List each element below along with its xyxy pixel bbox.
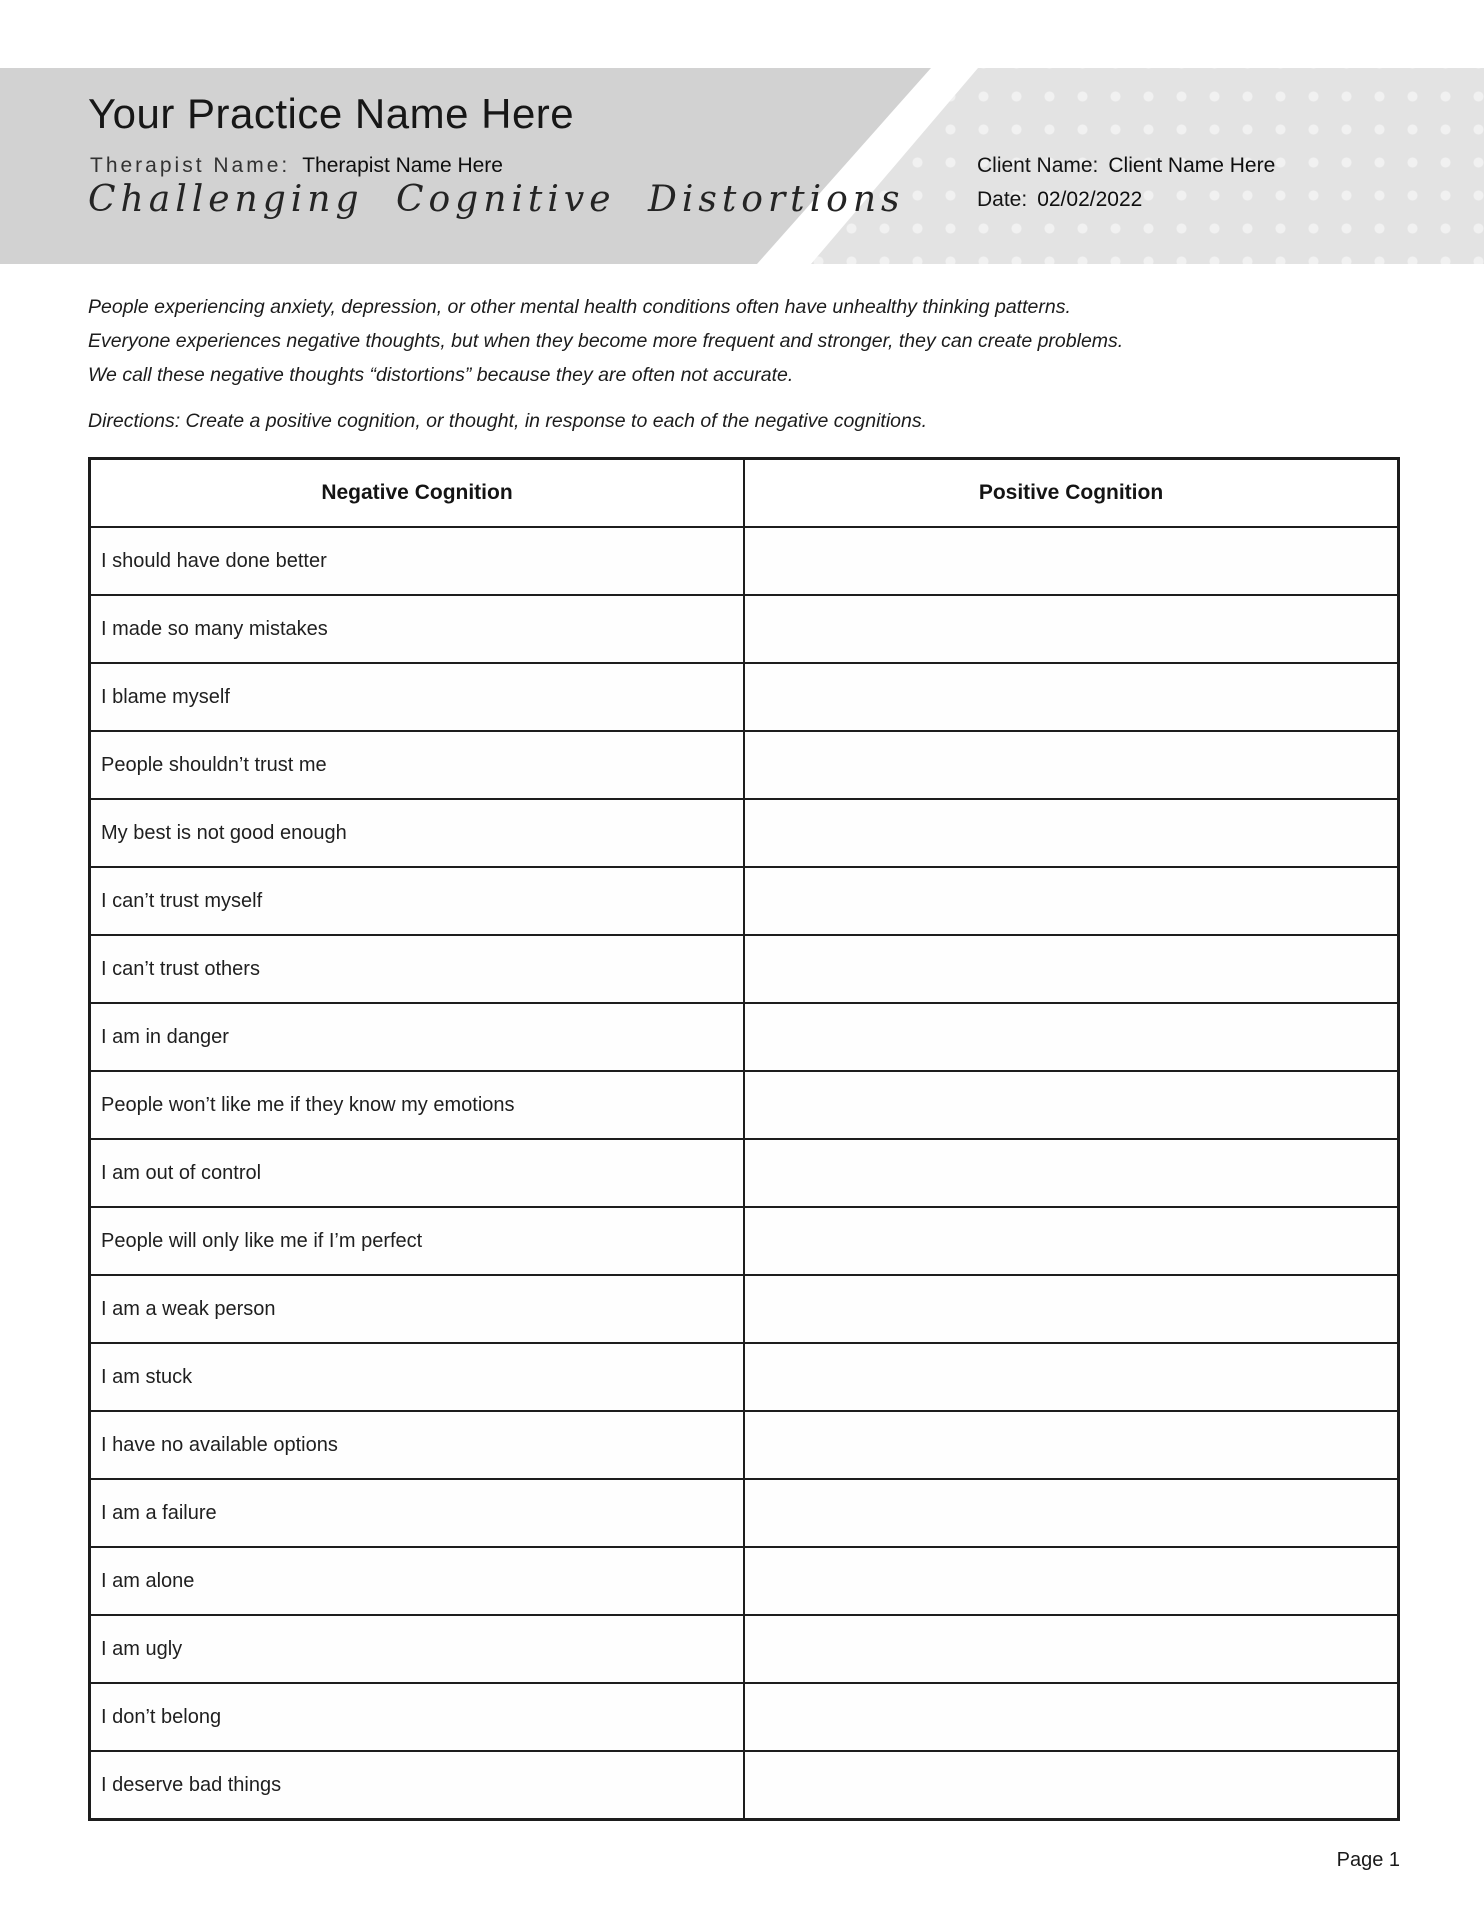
intro-paragraph [88,290,1248,392]
negative-cognition-cell: I am alone [90,1547,745,1615]
positive-cognition-cell[interactable] [744,595,1399,663]
table-header-row [90,459,1399,528]
intro-line: People experiencing anxiety, depression, or other mental health conditions often have unhealthy thinking patterns. [88,296,1071,318]
negative-cognition-cell: I blame myself [90,663,745,731]
negative-cognition-cell: I am ugly [90,1615,745,1683]
table-row [90,1547,1399,1615]
negative-cognition-cell: I am stuck [90,1343,745,1411]
negative-cognition-cell: I am a weak person [90,1275,745,1343]
table-row [90,1003,1399,1071]
table-row [90,1411,1399,1479]
table-row [90,731,1399,799]
positive-cognition-cell[interactable] [744,935,1399,1003]
worksheet-title: Challenging Cognitive Distortions [88,179,905,220]
table-row [90,799,1399,867]
negative-cognition-cell: I have no available options [90,1411,745,1479]
table-row [90,1207,1399,1275]
negative-cognition-cell: I don’t belong [90,1683,745,1751]
positive-cognition-cell[interactable] [744,1479,1399,1547]
negative-cognition-cell: I can’t trust myself [90,867,745,935]
negative-cognition-cell: I am out of control [90,1139,745,1207]
positive-cognition-cell[interactable] [744,1411,1399,1479]
client-name-label: Client Name: [977,154,1099,177]
table-row [90,1275,1399,1343]
positive-cognition-cell[interactable] [744,663,1399,731]
table-row [90,1683,1399,1751]
table-row [90,527,1399,595]
positive-cognition-cell[interactable] [744,1139,1399,1207]
negative-cognition-header: Negative Cognition [90,459,745,528]
negative-cognition-cell: People won’t like me if they know my emotions [90,1071,745,1139]
table-body [90,527,1399,1820]
date-line [977,187,1142,212]
intro-line: Everyone experiences negative thoughts, but when they become more frequent and stronger, they can create problems. [88,330,1124,352]
practice-name: Your Practice Name Here [88,90,575,137]
date-value: 02/02/2022 [1037,188,1143,211]
page-number: Page 1 [1336,1849,1400,1871]
positive-cognition-header: Positive Cognition [744,459,1399,528]
intro-line: We call these negative thoughts “distortions” because they are often not accurate. [88,364,794,386]
table-row [90,1343,1399,1411]
therapist-name-line [90,153,503,178]
positive-cognition-cell[interactable] [744,1003,1399,1071]
positive-cognition-cell[interactable] [744,1751,1399,1820]
positive-cognition-cell[interactable] [744,1615,1399,1683]
positive-cognition-cell[interactable] [744,867,1399,935]
negative-cognition-cell: My best is not good enough [90,799,745,867]
positive-cognition-cell[interactable] [744,731,1399,799]
table-row [90,663,1399,731]
negative-cognition-cell: I am a failure [90,1479,745,1547]
negative-cognition-cell: I am in danger [90,1003,745,1071]
client-name-value: Client Name Here [1108,154,1276,177]
date-label: Date: [977,188,1028,211]
table-row [90,1615,1399,1683]
table-row [90,867,1399,935]
positive-cognition-cell[interactable] [744,1683,1399,1751]
positive-cognition-cell[interactable] [744,527,1399,595]
table-row [90,1071,1399,1139]
table-row [90,1479,1399,1547]
negative-cognition-cell: I should have done better [90,527,745,595]
negative-cognition-cell: I made so many mistakes [90,595,745,663]
negative-cognition-cell: I deserve bad things [90,1751,745,1820]
therapist-name-label: Therapist Name: [90,154,291,177]
negative-cognition-cell: People will only like me if I’m perfect [90,1207,745,1275]
positive-cognition-cell[interactable] [744,1343,1399,1411]
cognition-table [88,457,1400,1821]
table-row [90,935,1399,1003]
client-name-line [977,153,1275,178]
directions-text: Directions: Create a positive cognition, or thought, in response to each of the negative cognitions. [88,410,928,432]
table-row [90,1751,1399,1820]
positive-cognition-cell[interactable] [744,799,1399,867]
negative-cognition-cell: People shouldn’t trust me [90,731,745,799]
positive-cognition-cell[interactable] [744,1275,1399,1343]
table-row [90,1139,1399,1207]
negative-cognition-cell: I can’t trust others [90,935,745,1003]
therapist-name-value: Therapist Name Here [302,154,503,177]
positive-cognition-cell[interactable] [744,1071,1399,1139]
positive-cognition-cell[interactable] [744,1547,1399,1615]
table-row [90,595,1399,663]
positive-cognition-cell[interactable] [744,1207,1399,1275]
